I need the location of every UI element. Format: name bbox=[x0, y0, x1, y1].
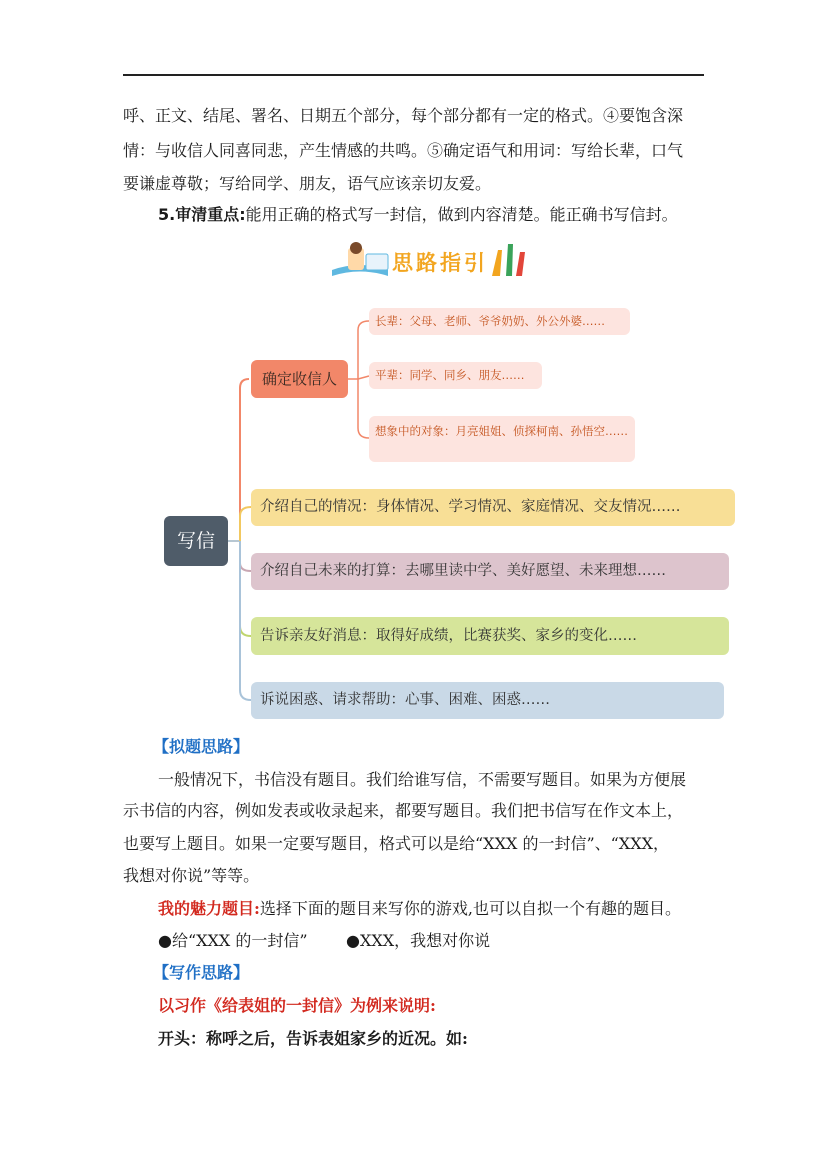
title-para-line-1: 一般情况下，书信没有题目。我们给谁写信，不需要写题目。如果为方便展 bbox=[158, 770, 687, 789]
title-para-line-4: 我想对你说”等等。 bbox=[123, 866, 260, 885]
body-line-3: 要谦虚尊敬；写给同学、朋友，语气应该亲切友爱。 bbox=[123, 174, 492, 193]
heading-title-ideas: 【拟题思路】 bbox=[153, 737, 250, 756]
body-line-2: 情：与收信人同喜同悲，产生情感的共鸣。⑤确定语气和用词：写给长辈，口气 bbox=[123, 141, 684, 160]
heading-writing-ideas: 【写作思路】 bbox=[153, 963, 250, 982]
leaf-peers: 平辈：同学、同乡、朋友…… bbox=[369, 362, 542, 389]
node-self-intro: 介绍自己的情况：身体情况、学习情况、家庭情况、交友情况…… bbox=[251, 489, 735, 526]
node-confusion: 诉说困惑、请求帮助：心事、困难、困惑…… bbox=[251, 682, 724, 719]
title-option-1: ●给“XXX 的一封信” bbox=[158, 931, 308, 950]
leaf-elders: 长辈：父母、老师、爷爷奶奶、外公外婆…… bbox=[369, 308, 630, 335]
point-5-text: 能用正确的格式写一封信，做到内容清楚。能正确书写信封。 bbox=[245, 205, 678, 224]
node-future-plans: 介绍自己未来的打算：去哪里读中学、美好愿望、未来理想…… bbox=[251, 553, 729, 590]
node-good-news: 告诉亲友好消息：取得好成绩，比赛获奖、家乡的变化…… bbox=[251, 617, 729, 655]
charm-title-line bbox=[158, 899, 681, 919]
node-recipient: 确定收信人 bbox=[251, 360, 348, 398]
title-para-line-3: 也要写上题目。如果一定要写题目，格式可以是给“XXX 的一封信”、“XXX， bbox=[123, 834, 669, 853]
title-para-line-2: 示书信的内容，例如发表或收录起来，都要写题目。我们把书信写在作文本上， bbox=[123, 801, 684, 820]
example-line: 以习作《给表姐的一封信》为例来说明: bbox=[158, 996, 436, 1015]
point-5-label: 5.审清重点: bbox=[158, 205, 246, 224]
body-line-1: 呼、正文、结尾、署名、日期五个部分，每个部分都有一定的格式。④要饱含深 bbox=[123, 106, 684, 125]
banner-title: 思路指引 bbox=[392, 251, 488, 275]
opening-line: 开头：称呼之后，告诉表姐家乡的近况。如: bbox=[158, 1029, 468, 1048]
title-option-2: ●XXX，我想对你说 bbox=[346, 931, 491, 950]
charm-title-label: 我的魅力题目: bbox=[158, 899, 260, 918]
mindmap-root: 写信 bbox=[164, 516, 228, 566]
leaf-imaginary: 想象中的对象：月亮姐姐、侦探柯南、孙悟空…… bbox=[369, 416, 635, 462]
charm-title-text: 选择下面的题目来写你的游戏,也可以自拟一个有趣的题目。 bbox=[259, 899, 682, 918]
